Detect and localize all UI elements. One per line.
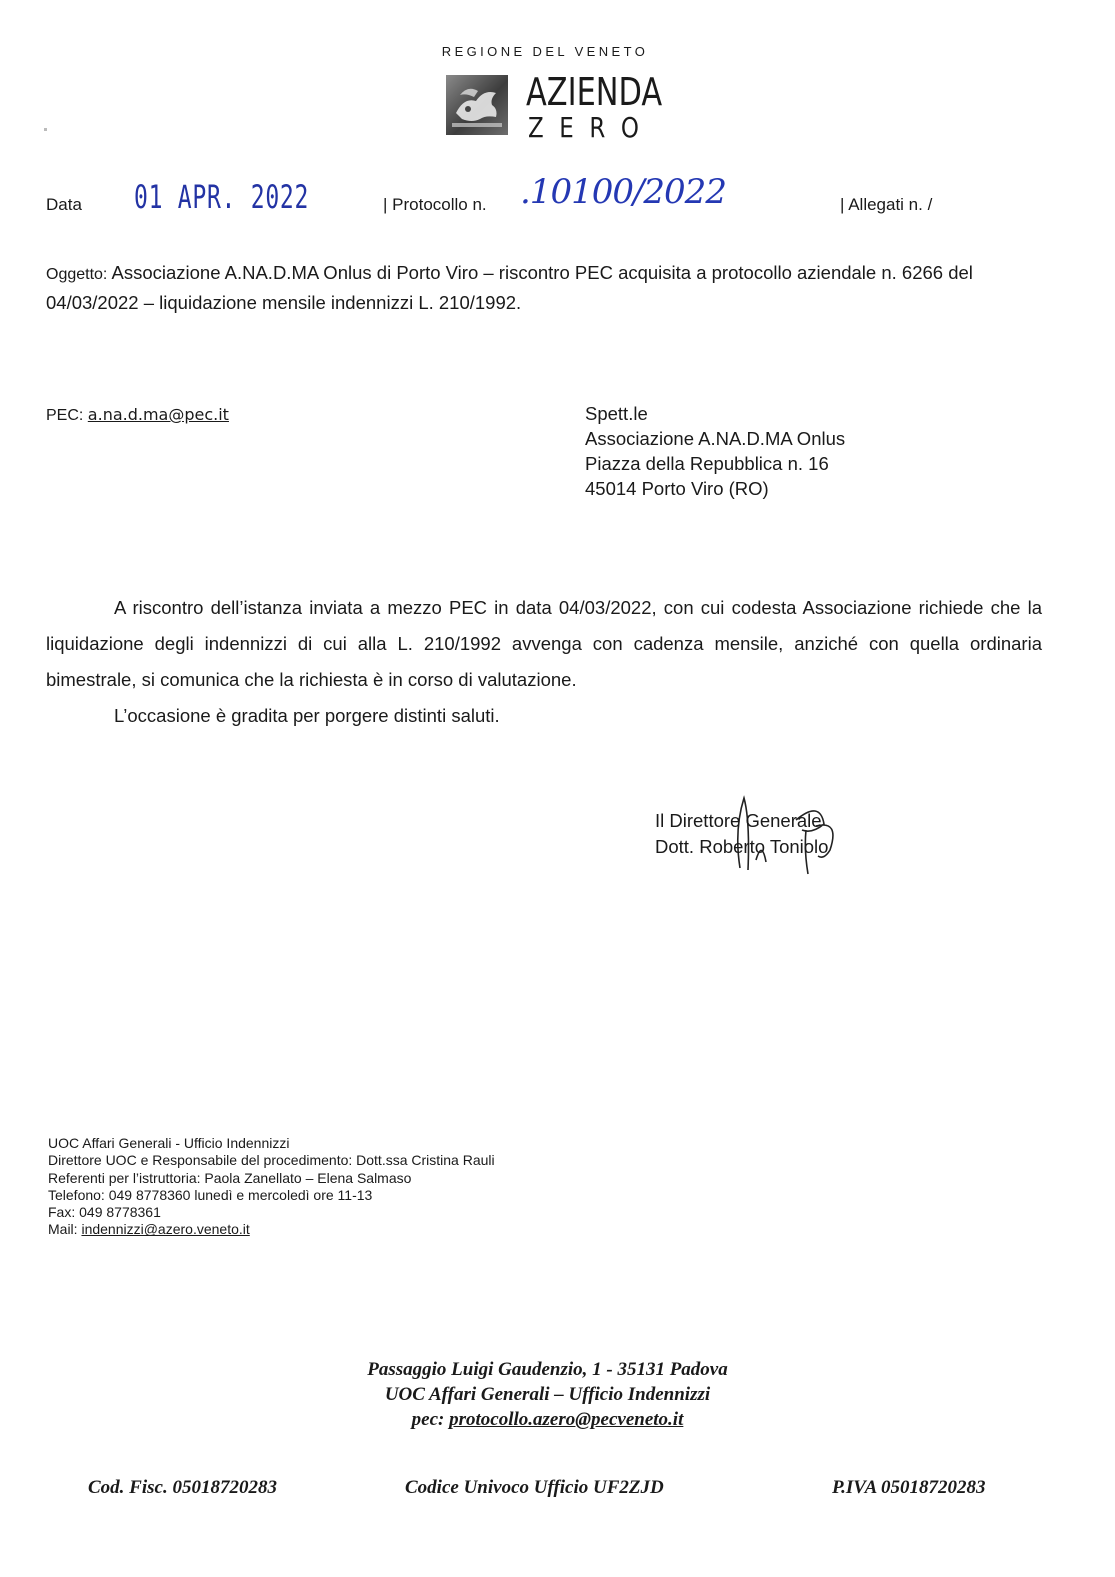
recipient-street: Piazza della Repubblica n. 16: [585, 453, 829, 474]
office-referents: Referenti per l’istruttoria: Paola Zanellato – Elena Salmaso: [48, 1169, 412, 1186]
org-name-line2: ZERO: [528, 111, 655, 144]
office-mail-label: Mail:: [48, 1221, 78, 1238]
vat-number: P.IVA 05018720283: [832, 1477, 986, 1498]
office-contact-block: [48, 1135, 495, 1239]
recipient-name: Associazione A.NA.D.MA Onlus: [585, 428, 846, 449]
date-stamp: 01 APR. 2022: [134, 178, 310, 216]
body-paragraph-2: L’occasione è gradita per porgere distinti saluti.: [114, 705, 500, 726]
pec-line: [46, 405, 229, 425]
org-name-line1: AZIENDA: [526, 70, 663, 114]
office-mail-link[interactable]: indennizzi@azero.veneto.it: [81, 1221, 250, 1238]
unique-office-code: Codice Univoco Ufficio UF2ZJD: [405, 1477, 664, 1498]
office-mail-line: [48, 1221, 495, 1238]
date-label: Data: [46, 195, 82, 214]
region-header: REGIONE DEL VENETO: [441, 44, 649, 59]
pec-label: PEC:: [46, 407, 84, 424]
recipient-salutation: Spett.le: [585, 403, 648, 424]
signatory-role: Il Direttore Generale: [655, 810, 822, 831]
signature-block: [655, 808, 828, 860]
protocol-number-handwritten: .10100/2022: [520, 172, 726, 212]
subject-block: [46, 259, 1046, 317]
attachments-label: | Allegati n. /: [840, 195, 933, 214]
body-paragraph-1: A riscontro dell’istanza inviata a mezzo PEC in data 04/03/2022, con cui codesta Associazione richiede che la liquidazione degli indennizzi di cui alla L. 210/1992 avvenga con cadenza mensile, anziché con quella ordinaria bimestrale, si comunica che la richiesta è in corso di valutazione.: [46, 597, 1042, 690]
protocol-label: | Protocollo n.: [383, 195, 487, 214]
subject-text: Associazione A.NA.D.MA Onlus di Porto Viro – riscontro PEC acquisita a protocollo aziendale n. 6266 del 04/03/2022 – liquidazione mensile indennizzi L. 210/1992.: [46, 262, 973, 313]
office-unit: UOC Affari Generali - Ufficio Indennizzi: [48, 1135, 290, 1151]
footer-address-block: [0, 1357, 1095, 1432]
scan-speck: [44, 128, 47, 131]
footer-pec-line: [0, 1407, 1095, 1432]
winged-lion-icon: [446, 75, 508, 135]
tax-code: Cod. Fisc. 05018720283: [88, 1477, 277, 1498]
letter-body: [46, 590, 1042, 734]
footer-pec-link[interactable]: protocollo.azero@pecveneto.it: [449, 1409, 684, 1430]
footer-address: Passaggio Luigi Gaudenzio, 1 - 35131 Padova: [367, 1359, 728, 1380]
office-fax: Fax: 049 8778361: [48, 1204, 161, 1221]
footer-office: UOC Affari Generali – Ufficio Indennizzi: [384, 1384, 711, 1405]
footer-pec-label: pec:: [411, 1409, 445, 1430]
office-director: Direttore UOC e Responsabile del procedimento: Dott.ssa Cristina Rauli: [48, 1152, 495, 1169]
subject-label: Oggetto:: [46, 266, 108, 283]
pec-address-link[interactable]: a.na.d.ma@pec.it: [87, 405, 229, 424]
recipient-address: [585, 401, 845, 501]
signatory-name: Dott. Roberto Toniolo: [655, 836, 829, 857]
office-phone: Telefono: 049 8778360 lunedì e mercoledì ore 11-13: [48, 1186, 373, 1203]
recipient-city: 45014 Porto Viro (RO): [585, 478, 769, 499]
